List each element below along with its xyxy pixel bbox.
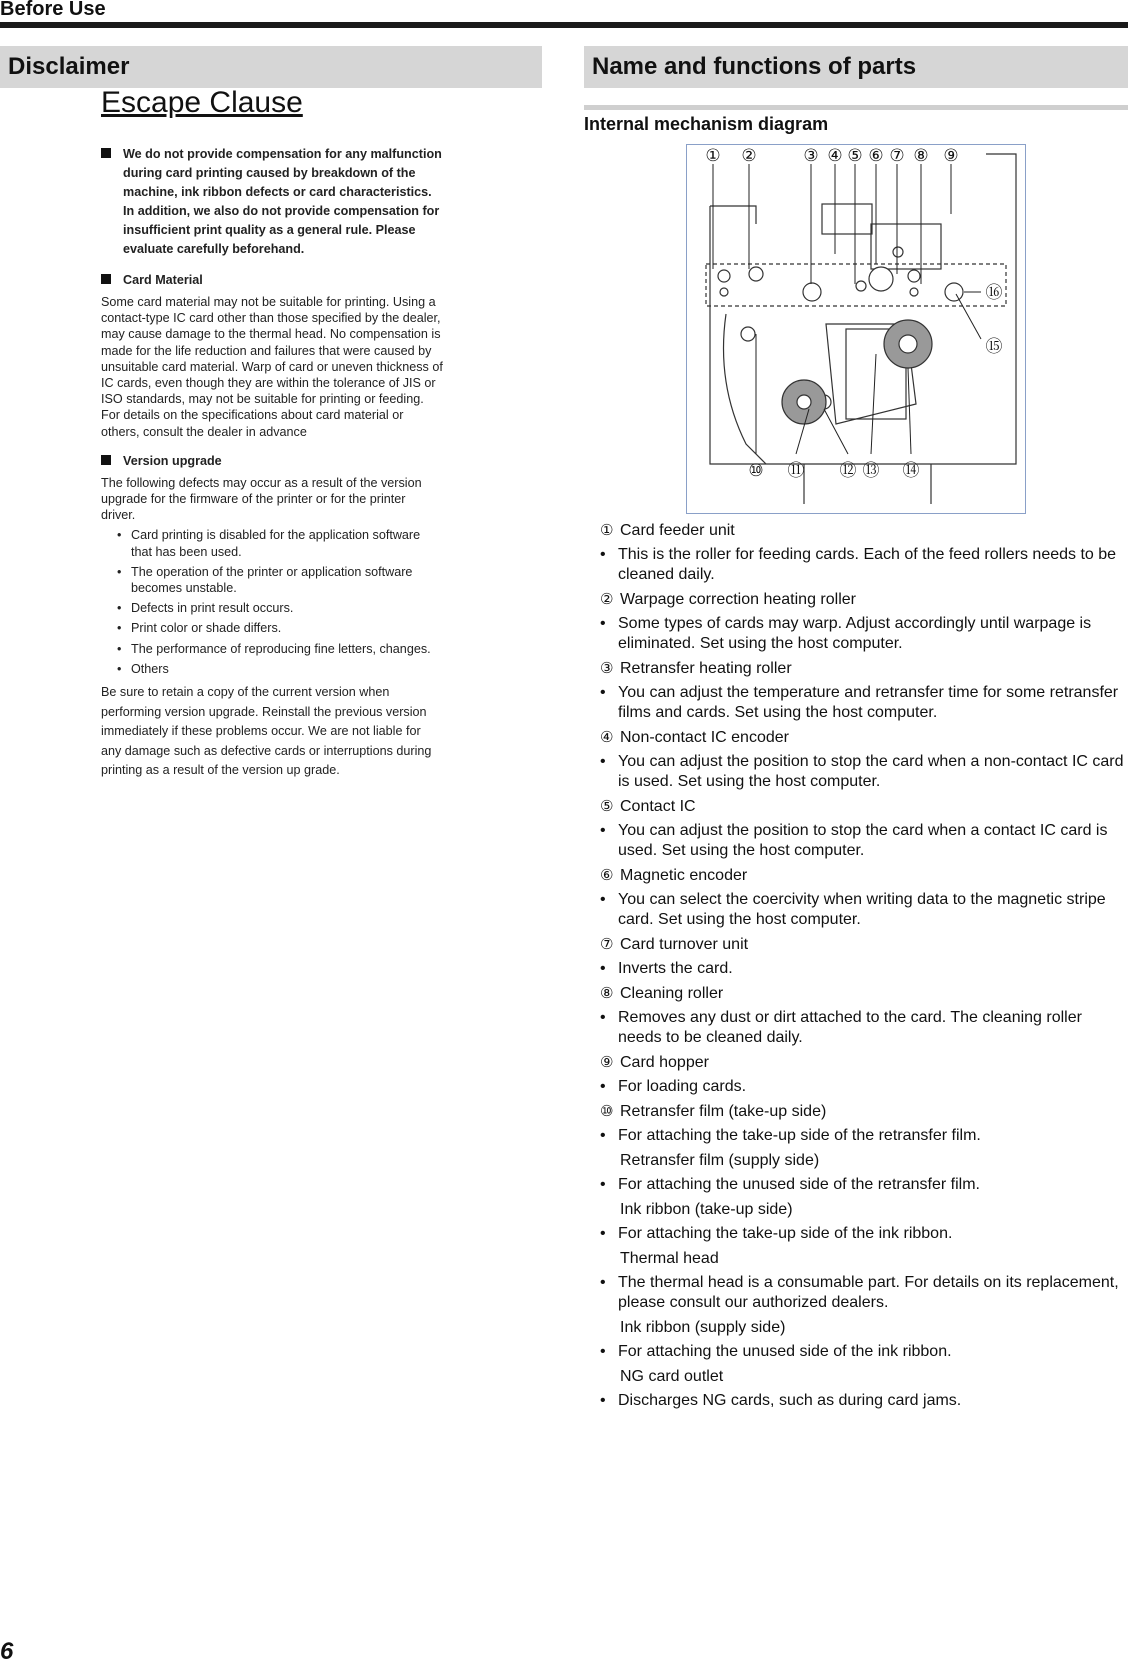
part-item xyxy=(600,1318,1128,1362)
part-name: Card feeder unit xyxy=(620,522,735,539)
part-heading xyxy=(600,1102,1128,1122)
part-description-text: The thermal head is a consumable part. For details on its replacement, please consult our authorized dealers. xyxy=(618,1274,1119,1311)
part-name: Ink ribbon (supply side) xyxy=(620,1319,786,1336)
bullet-dot-icon: • xyxy=(600,1176,606,1193)
part-item xyxy=(600,659,1128,723)
bullet-dot-icon: • xyxy=(600,822,606,839)
subsection-rule xyxy=(584,105,1128,110)
part-heading xyxy=(600,521,1128,541)
part-heading xyxy=(600,1367,1128,1387)
version-upgrade-note: Be sure to retain a copy of the current version when performing version upgrade. Reinstall the previous version immediately if these problems occur. We are not liable for any damage such as defective cards or interruptions during printing as a result of the version up grade. xyxy=(101,685,432,778)
callout-label: ⑯ xyxy=(985,283,1003,303)
callout-label: ⑮ xyxy=(985,337,1003,357)
bullet-text: Defects in print result occurs. xyxy=(131,601,294,616)
part-description xyxy=(600,1224,1128,1244)
callout-label: ⑨ xyxy=(943,146,959,166)
part-name: Cleaning roller xyxy=(620,985,724,1002)
callout-label: ⑫ xyxy=(839,461,857,481)
part-heading xyxy=(600,659,1128,679)
part-number xyxy=(600,1200,620,1220)
part-heading xyxy=(600,1318,1128,1338)
part-item xyxy=(600,1367,1128,1411)
part-description xyxy=(600,1391,1128,1411)
version-upgrade-bullet xyxy=(101,641,443,657)
part-item xyxy=(600,1102,1128,1146)
bullet-dot-icon: • xyxy=(600,1274,606,1291)
part-number xyxy=(600,1367,620,1387)
callout-label: ④ xyxy=(827,146,843,166)
bullet-dot-icon: • xyxy=(117,661,122,676)
bullet-dot-icon: • xyxy=(117,528,122,543)
part-description xyxy=(600,1175,1128,1195)
card-material-text: Some card material may not be suitable for printing. Using a contact-type IC card other than those specified by the dealer, may cause damage to the thermal head. No compensation is made for the life reduction and failures that were caused by unsuitable card material. Warp of card or uneven thickness of IC cards, even though they are within the tolerance of JIS or ISO standards, may not be suitable for printing or feeding. For details on the specifications about card material or others, consult the dealer in advance xyxy=(101,295,443,439)
part-item xyxy=(600,984,1128,1048)
part-name: Card hopper xyxy=(620,1054,709,1071)
part-number: ⑩ xyxy=(600,1103,614,1120)
part-item xyxy=(600,1053,1128,1097)
compensation-text: We do not provide compensation for any malfunction during card printing caused by breakdown of the machine, ink ribbon defects or card characteristics. In addition, we also do not provide compensation for insufficient print quality as a general rule. Please evaluate carefully beforehand. xyxy=(123,147,442,256)
version-upgrade-bullet xyxy=(101,661,443,677)
part-description xyxy=(600,821,1128,861)
part-description-text: You can adjust the position to stop the card when a contact IC card is used. Set using the host computer. xyxy=(618,822,1108,859)
bullet-dot-icon: • xyxy=(600,1343,606,1360)
part-number: ⑧ xyxy=(600,985,614,1002)
roller-shape xyxy=(910,288,918,296)
roller-shape xyxy=(856,281,866,291)
part-heading xyxy=(600,1249,1128,1269)
bullet-text: The operation of the printer or application software becomes unstable. xyxy=(131,564,413,596)
part-description-text: Discharges NG cards, such as during card jams. xyxy=(618,1392,962,1409)
card-material-title: Card Material xyxy=(123,273,203,287)
square-bullet-icon xyxy=(101,148,111,158)
part-item xyxy=(600,1249,1128,1313)
ribbon-roll-core xyxy=(899,335,917,353)
version-upgrade-bullet xyxy=(101,527,443,559)
part-description xyxy=(600,1273,1128,1313)
version-upgrade-intro: The following defects may occur as a result of the version upgrade for the firmware of the printer or for the printer driver. xyxy=(101,475,422,523)
bullet-dot-icon: • xyxy=(117,621,122,636)
part-heading xyxy=(600,1200,1128,1220)
card-material-block xyxy=(101,271,443,440)
bullet-dot-icon: • xyxy=(600,1225,606,1242)
bullet-dot-icon: • xyxy=(117,601,122,616)
callout-label: ⑦ xyxy=(889,146,905,166)
bullet-dot-icon: • xyxy=(600,1078,606,1095)
part-number xyxy=(600,1318,620,1338)
part-description-text: You can select the coercivity when writing data to the magnetic stripe card. Set using the host computer. xyxy=(618,891,1106,928)
bullet-dot-icon: • xyxy=(600,891,606,908)
part-item xyxy=(600,866,1128,930)
part-number: ④ xyxy=(600,729,614,746)
roller-shape xyxy=(749,267,763,281)
part-description xyxy=(600,545,1128,585)
version-upgrade-bullets xyxy=(101,527,443,677)
callout-label: ⑧ xyxy=(913,146,929,166)
card-material-heading xyxy=(101,271,443,290)
part-description xyxy=(600,1126,1128,1146)
roller-shape xyxy=(945,283,963,301)
part-heading xyxy=(600,935,1128,955)
part-description-text: For loading cards. xyxy=(618,1078,747,1095)
part-description-text: Some types of cards may warp. Adjust accordingly until warpage is eliminated. Set using the host computer. xyxy=(618,615,1092,652)
header-title: Before Use xyxy=(0,0,106,20)
part-heading xyxy=(600,797,1128,817)
disclaimer-body xyxy=(101,145,443,781)
compensation-item xyxy=(101,145,443,259)
part-description xyxy=(600,1008,1128,1048)
callout-label: ⑤ xyxy=(847,146,863,166)
part-description xyxy=(600,890,1128,930)
part-number: ⑦ xyxy=(600,936,614,953)
bullet-dot-icon: • xyxy=(600,1127,606,1144)
callout-label: ② xyxy=(741,146,757,166)
part-item xyxy=(600,797,1128,861)
part-description-text: For attaching the take-up side of the retransfer film. xyxy=(618,1127,981,1144)
part-description xyxy=(600,752,1128,792)
bullet-dot-icon: • xyxy=(117,641,122,656)
part-number: ② xyxy=(600,591,614,608)
part-item xyxy=(600,728,1128,792)
square-bullet-icon xyxy=(101,455,111,465)
part-number: ⑥ xyxy=(600,867,614,884)
part-description-text: For attaching the take-up side of the ink ribbon. xyxy=(618,1225,953,1242)
part-heading xyxy=(600,1053,1128,1073)
bullet-dot-icon: • xyxy=(600,684,606,701)
part-description-text: For attaching the unused side of the retransfer film. xyxy=(618,1176,980,1193)
part-description-text: For attaching the unused side of the ink ribbon. xyxy=(618,1343,952,1360)
disclaimer-section-title: Disclaimer xyxy=(8,53,130,80)
disclaimer-section-bar xyxy=(0,46,542,88)
part-number: ③ xyxy=(600,660,614,677)
part-item xyxy=(600,1200,1128,1244)
part-item xyxy=(600,1151,1128,1195)
roller-shape xyxy=(720,288,728,296)
part-description xyxy=(600,959,1128,979)
bullet-dot-icon: • xyxy=(600,753,606,770)
parts-section-bar xyxy=(584,46,1128,88)
part-description-text: You can adjust the temperature and retransfer time for some retransfer films and cards. Set using the host computer. xyxy=(618,684,1119,721)
bullet-dot-icon: • xyxy=(600,1009,606,1026)
version-upgrade-block xyxy=(101,452,443,781)
header-rule xyxy=(0,22,1128,28)
version-upgrade-title: Version upgrade xyxy=(123,453,222,468)
callout-label: ⑭ xyxy=(902,461,920,481)
part-description xyxy=(600,683,1128,723)
part-heading xyxy=(600,728,1128,748)
part-description xyxy=(600,1342,1128,1362)
part-item xyxy=(600,935,1128,979)
roller-shape xyxy=(908,270,920,282)
version-upgrade-bullet xyxy=(101,564,443,596)
part-heading xyxy=(600,866,1128,886)
film-roll-core xyxy=(797,395,811,409)
page-number: 6 xyxy=(0,1638,14,1665)
part-name: Warpage correction heating roller xyxy=(620,591,856,608)
part-number: ⑨ xyxy=(600,1054,614,1071)
bullet-text: Others xyxy=(131,661,169,676)
callout-label: ⑩ xyxy=(748,461,764,481)
part-name: Magnetic encoder xyxy=(620,867,748,884)
part-number: ⑤ xyxy=(600,798,614,815)
page-header xyxy=(0,0,1128,30)
bullet-dot-icon: • xyxy=(600,1392,606,1409)
callout-label: ③ xyxy=(803,146,819,166)
roller-shape xyxy=(803,283,821,301)
part-name: Contact IC xyxy=(620,798,696,815)
version-upgrade-bullet xyxy=(101,620,443,636)
bullet-text: Print color or shade differs. xyxy=(131,621,282,636)
bullet-dot-icon: • xyxy=(600,960,606,977)
part-name: Card turnover unit xyxy=(620,936,749,953)
part-description-text: Removes any dust or dirt attached to the card. The cleaning roller needs to be cleaned daily. xyxy=(618,1009,1082,1046)
part-name: Retransfer film (take-up side) xyxy=(620,1103,827,1120)
bullet-dot-icon: • xyxy=(600,615,606,632)
bullet-text: Card printing is disabled for the application software that has been used. xyxy=(131,528,421,559)
part-name: Thermal head xyxy=(620,1250,719,1267)
part-item xyxy=(600,590,1128,654)
version-upgrade-bullet xyxy=(101,600,443,616)
roller-shape xyxy=(741,327,755,341)
part-name: Non-contact IC encoder xyxy=(620,729,789,746)
part-name: Retransfer heating roller xyxy=(620,660,792,677)
square-bullet-icon xyxy=(101,274,111,284)
part-number: ① xyxy=(600,522,614,539)
diagram-title: Internal mechanism diagram xyxy=(584,114,829,134)
parts-section-title: Name and functions of parts xyxy=(592,53,917,80)
part-heading xyxy=(600,1151,1128,1171)
part-description-text: Inverts the card. xyxy=(618,960,733,977)
part-description-text: You can adjust the position to stop the card when a non-contact IC card is used. Set using the host computer. xyxy=(618,753,1124,790)
version-upgrade-heading xyxy=(101,452,443,471)
internal-mechanism-diagram xyxy=(686,144,1026,514)
part-description xyxy=(600,614,1128,654)
part-item xyxy=(600,521,1128,585)
part-name: Retransfer film (supply side) xyxy=(620,1152,820,1169)
callout-label: ⑥ xyxy=(868,146,884,166)
bullet-dot-icon: • xyxy=(600,546,606,563)
part-number xyxy=(600,1151,620,1171)
bullet-text: The performance of reproducing fine letters, changes. xyxy=(131,641,431,656)
part-heading xyxy=(600,984,1128,1004)
roller-shape xyxy=(869,267,893,291)
callout-label: ⑪ xyxy=(787,461,805,481)
part-number xyxy=(600,1249,620,1269)
bullet-dot-icon: • xyxy=(117,564,122,579)
part-heading xyxy=(600,590,1128,610)
roller-shape xyxy=(718,270,730,282)
callout-label: ⑬ xyxy=(862,461,880,481)
part-name: NG card outlet xyxy=(620,1368,724,1385)
callout-label: ① xyxy=(705,146,721,166)
part-description xyxy=(600,1077,1128,1097)
parts-list xyxy=(600,521,1128,1416)
part-description-text: This is the roller for feeding cards. Each of the feed rollers needs to be cleaned daily. xyxy=(618,546,1117,583)
escape-clause-heading: Escape Clause xyxy=(101,86,303,119)
roller-shape xyxy=(893,247,903,257)
part-name: Ink ribbon (take-up side) xyxy=(620,1201,793,1218)
